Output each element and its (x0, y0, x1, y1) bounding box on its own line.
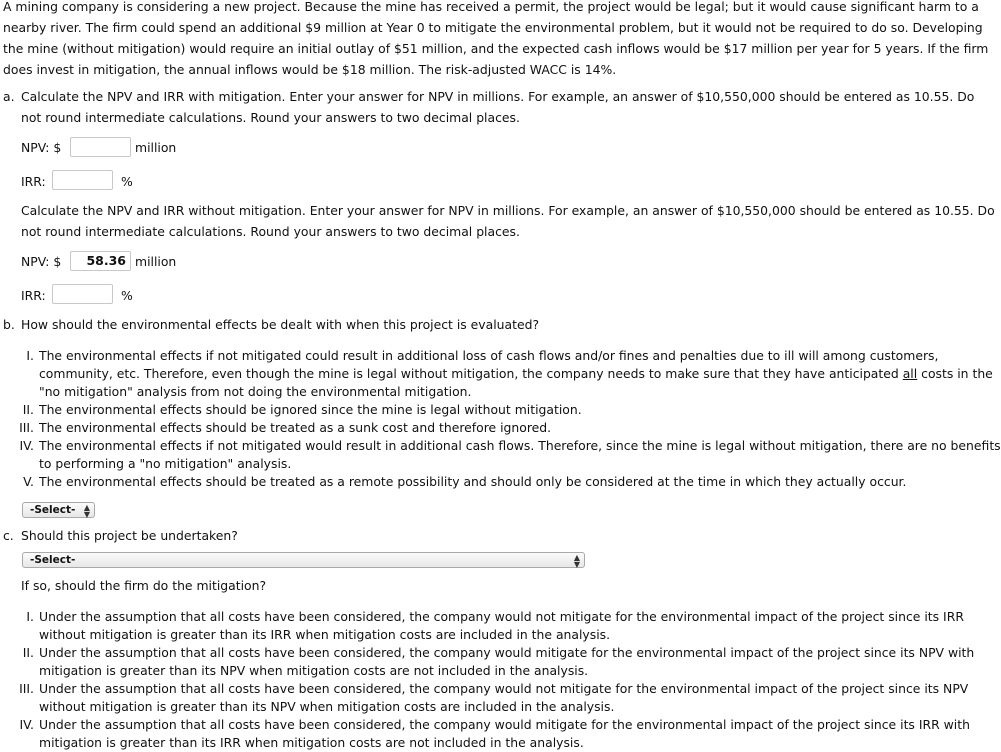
part-a-marker: a. (3, 89, 15, 104)
b-option-4-numeral: IV. (19, 438, 34, 453)
b-option-5-numeral: V. (23, 474, 34, 489)
part-b-select-label: -Select- (30, 504, 76, 516)
part-a-instruction-line-2: not round intermediate calculations. Round your answers to two decimal places. (21, 110, 520, 125)
c-option-4-line-2: mitigation is greater than its IRR when mitigation costs are not included in the analysis. (39, 735, 584, 750)
irr-without-unit: % (121, 288, 133, 303)
intro-line-2: nearby river. The firm could spend an additional $9 million at Year 0 to mitigate the environmental problem, but it would not be required to do so. Developing (3, 20, 983, 35)
part-a-instruction2-line-2: not round intermediate calculations. Round your answers to two decimal places. (21, 224, 520, 239)
npv-with-label: NPV: $ (21, 140, 62, 155)
intro-line-1: A mining company is considering a new project. Because the mine has received a permit, the project would be legal; but it would cause significant harm to a (3, 0, 979, 14)
part-c-marker: c. (3, 528, 14, 543)
b-option-4-line-1: The environmental effects if not mitigated would result in additional cash flows. Therefore, since the mine is legal without mitigation, there are no benefits (39, 438, 1001, 453)
c-option-3-line-1: Under the assumption that all costs have been considered, the company would not mitigate for the environmental impact of the project since its NPV (39, 681, 969, 696)
part-c-question: Should this project be undertaken? (21, 528, 238, 543)
part-c-followup: If so, should the firm do the mitigation? (21, 578, 267, 593)
part-c-select-label: -Select- (30, 554, 76, 566)
intro-line-3: the mine (without mitigation) would require an initial outlay of $51 million, and the expected cash inflows would be $17 million per year for 5 years. If the firm (3, 41, 989, 56)
irr-with-mitigation-input[interactable] (52, 170, 113, 190)
c-option-1-numeral: I. (26, 609, 34, 624)
npv-without-label: NPV: $ (21, 254, 62, 269)
npv-with-mitigation-input[interactable] (70, 137, 131, 157)
part-b-marker: b. (3, 317, 15, 332)
c-option-4-numeral: IV. (19, 717, 34, 732)
irr-with-label: IRR: (21, 174, 46, 189)
c-option-4-line-1: Under the assumption that all costs have been considered, the company would mitigate for the environmental impact of the project since its IRR with (39, 717, 970, 732)
b-option-4-line-2: to performing a "no mitigation" analysis. (39, 456, 292, 471)
b-option-3-line-1: The environmental effects should be treated as a sunk cost and therefore ignored. (39, 420, 552, 435)
intro-line-4: does invest in mitigation, the annual inflows would be $18 million. The risk-adjusted WACC is 14%. (3, 62, 617, 77)
npv-with-unit: million (135, 140, 177, 155)
npv-without-unit: million (135, 254, 177, 269)
npv-without-mitigation-input[interactable]: 58.36 (70, 251, 131, 271)
b-option-2-numeral: II. (22, 402, 34, 417)
c-option-1-line-2: without mitigation is greater than its IRR when mitigation costs are included in the analysis. (39, 627, 611, 642)
part-c-select[interactable] (22, 552, 585, 568)
b-option-2-line-1: The environmental effects should be ignored since the mine is legal without mitigation. (39, 402, 582, 417)
b-option-1-numeral: I. (26, 348, 34, 363)
select-arrows-icon: ▲ ▼ (573, 553, 580, 569)
irr-with-unit: % (121, 174, 133, 189)
b-option-1-line-2: community, etc. Therefore, even though the mine is legal without mitigation, the company needs to make sure that they have anticipated all costs in the (39, 366, 993, 381)
select-arrows-icon: ▲ ▼ (83, 503, 90, 519)
b-option-3-numeral: III. (19, 420, 34, 435)
irr-without-label: IRR: (21, 288, 46, 303)
c-option-1-line-1: Under the assumption that all costs have been considered, the company would not mitigate for the environmental impact of the project since its IRR (39, 609, 964, 624)
b-option-5-line-1: The environmental effects should be treated as a remote possibility and should only be considered at the time in which they actually occur. (39, 474, 907, 489)
b-option-1-line-1: The environmental effects if not mitigated could result in additional loss of cash flows and/or fines and penalties due to ill will among customers, (39, 348, 939, 363)
b-option-1-line-3: "no mitigation" analysis from not doing the environmental mitigation. (39, 384, 472, 399)
irr-without-mitigation-input[interactable] (52, 284, 113, 304)
part-b-select[interactable] (22, 502, 95, 518)
part-a-instruction2-line-1: Calculate the NPV and IRR without mitigation. Enter your answer for NPV in millions. For example, an answer of $10,550,000 should be entered as 10.55. Do (21, 203, 995, 218)
c-option-2-numeral: II. (22, 645, 34, 660)
c-option-3-numeral: III. (19, 681, 34, 696)
c-option-2-line-2: mitigation is greater than its NPV when mitigation costs are not included in the analysis. (39, 663, 589, 678)
part-a-instruction-line-1: Calculate the NPV and IRR with mitigation. Enter your answer for NPV in millions. For example, an answer of $10,550,000 should be entered as 10.55. Do (21, 89, 975, 104)
part-b-question: How should the environmental effects be dealt with when this project is evaluated? (21, 317, 540, 332)
c-option-3-line-2: without mitigation is greater than its NPV when mitigation costs are included in the analysis. (39, 699, 615, 714)
c-option-2-line-1: Under the assumption that all costs have been considered, the company would mitigate for the environmental impact of the project since its NPV with (39, 645, 975, 660)
